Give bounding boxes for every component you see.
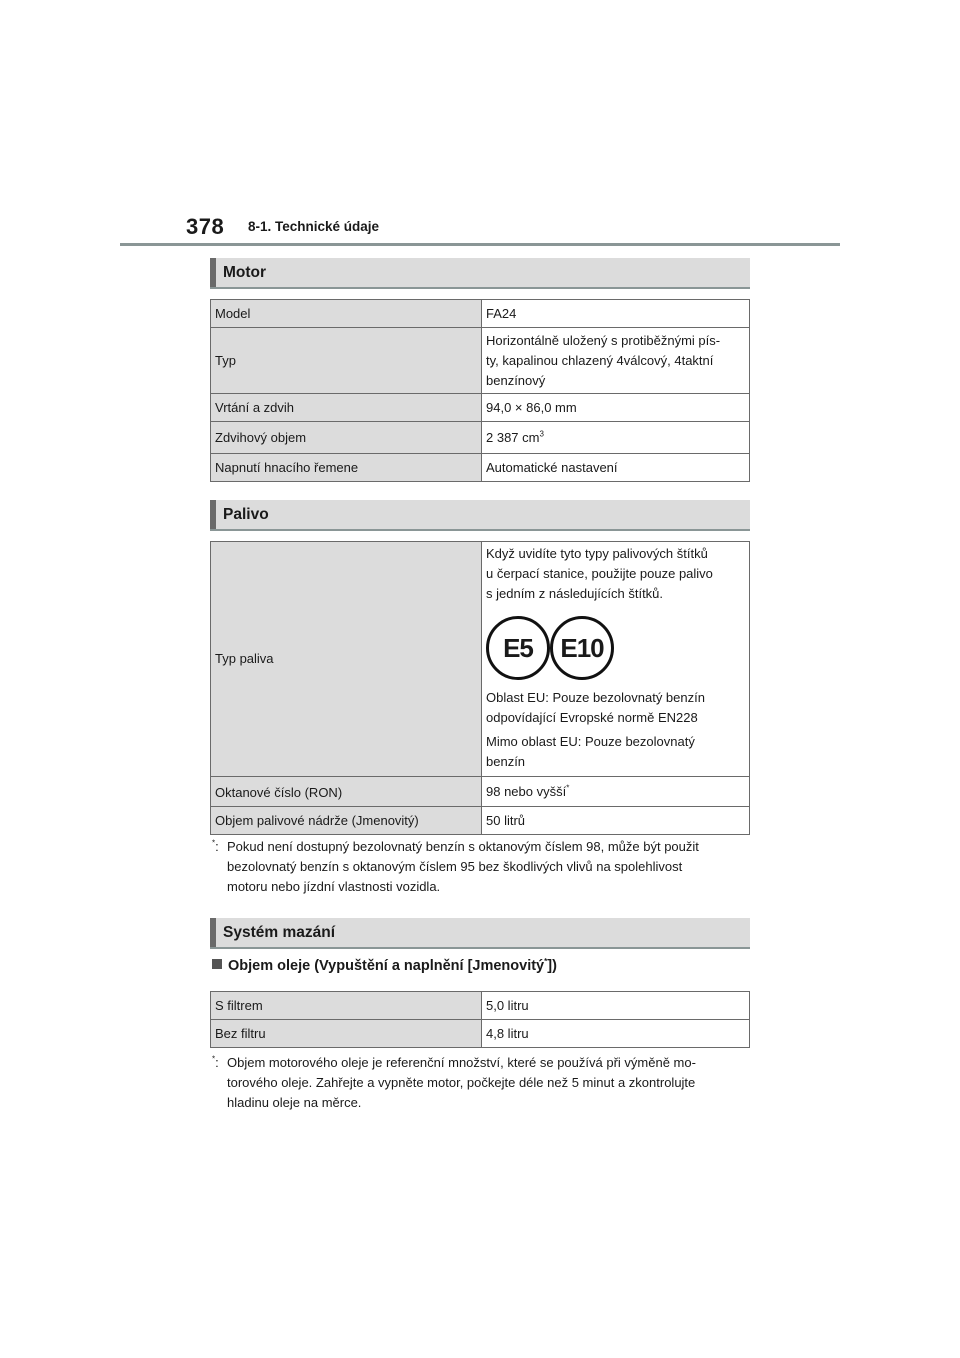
table-row <box>211 300 750 328</box>
row-label: Napnutí hnacího řemene <box>211 454 482 482</box>
row-label: Zdvihový objem <box>211 422 482 454</box>
footnote-line: Objem motorového oleje je referenční množství, které se používá při výměně mo- <box>227 1055 696 1070</box>
section-accent <box>210 258 216 287</box>
footnote-text <box>227 837 747 897</box>
footnote-line: motoru nebo jízdní vlastnosti vozidla. <box>227 879 441 894</box>
value-line: benzínový <box>486 372 546 388</box>
row-label: Typ paliva <box>211 542 482 777</box>
superscript: * <box>566 783 570 793</box>
oil-table <box>210 991 750 1048</box>
fuel-label-icons <box>486 616 745 680</box>
value-line: Když uvidíte tyto typy palivových štítků <box>486 546 708 561</box>
footnote-line: bezolovnatý benzín s oktanovým číslem 95 bez škodlivých vlivů na spolehlivost <box>227 859 683 874</box>
square-bullet-icon <box>212 959 222 969</box>
footnote-text <box>227 1053 747 1113</box>
section-title: Palivo <box>223 506 269 523</box>
section-title: Motor <box>223 264 267 281</box>
row-label: S filtrem <box>211 992 482 1020</box>
value-line: ty, kapalinou chlazený 4válcový, 4taktní <box>486 352 714 368</box>
section-accent <box>210 500 216 529</box>
value-line: Oblast EU: Pouze bezolovnatý benzín <box>486 690 705 705</box>
table-row <box>211 807 750 835</box>
table-row <box>211 422 750 454</box>
footnote-mark: *: <box>212 1054 219 1070</box>
row-value <box>482 777 750 807</box>
value-line: u čerpací stanice, použijte pouze palivo <box>486 566 713 581</box>
value-line: Mimo oblast EU: Pouze bezolovnatý <box>486 734 695 749</box>
value-text: 98 nebo vyšší <box>486 783 567 799</box>
fuel-table <box>210 541 750 835</box>
row-value <box>482 328 750 394</box>
non-eu-note <box>486 732 745 772</box>
value-line: odpovídající Evropské normě EN228 <box>486 710 698 725</box>
fuel-intro <box>486 544 745 604</box>
table-row <box>211 454 750 482</box>
footnote-line: torového oleje. Zahřejte a vypněte motor, počkejte déle než 5 minut a zkontrolujte <box>227 1075 696 1090</box>
section-heading-mazani <box>210 918 750 949</box>
oil-capacity-heading <box>212 958 557 974</box>
value-text: 2 387 cm <box>486 429 540 445</box>
value-line: Horizontálně uložený s protiběžnými pís- <box>486 332 721 348</box>
row-value <box>482 422 750 454</box>
table-row <box>211 328 750 394</box>
oil-footnote <box>212 1053 752 1115</box>
motor-table <box>210 299 750 482</box>
footnote-line: Pokud není dostupný bezolovnatý benzín s oktanovým číslem 98, může být použit <box>227 839 699 854</box>
table-row <box>211 394 750 422</box>
row-label: Model <box>211 300 482 328</box>
sub-heading-text: Objem oleje (Vypuštění a naplnění [Jmenovitý <box>228 958 545 974</box>
sub-heading-end: ]) <box>547 958 557 974</box>
table-row <box>211 777 750 807</box>
page-number: 378 <box>186 214 225 239</box>
row-label: Bez filtru <box>211 1020 482 1048</box>
row-label: Typ <box>211 328 482 394</box>
row-value: 94,0 × 86,0 mm <box>482 394 750 422</box>
value-line: s jedním z následujících štítků. <box>486 586 664 601</box>
footnote-line: hladinu oleje na měrce. <box>227 1095 362 1110</box>
eu-note <box>486 688 745 728</box>
section-heading-palivo <box>210 500 750 531</box>
section-heading-motor <box>210 258 750 289</box>
row-label: Vrtání a zdvih <box>211 394 482 422</box>
header-rule <box>120 243 840 246</box>
section-accent <box>210 918 216 947</box>
row-value: FA24 <box>482 300 750 328</box>
table-row <box>211 542 750 777</box>
footnote-mark: *: <box>212 838 219 854</box>
row-label: Objem palivové nádrže (Jmenovitý) <box>211 807 482 835</box>
value-line: benzín <box>486 754 526 769</box>
row-value: 4,8 litru <box>482 1020 750 1048</box>
row-value <box>482 542 750 777</box>
section-title: Systém mazání <box>223 924 335 941</box>
fuel-footnote <box>212 837 752 899</box>
row-value: Automatické nastavení <box>482 454 750 482</box>
chapter-title: 8-1. Technické údaje <box>248 219 380 234</box>
table-row <box>211 992 750 1020</box>
superscript: * <box>544 957 548 967</box>
row-value: 50 litrů <box>482 807 750 835</box>
fuel-label-e5-icon: E5 <box>486 616 550 680</box>
row-value: 5,0 litru <box>482 992 750 1020</box>
fuel-label-e10-icon: E10 <box>550 616 614 680</box>
superscript: 3 <box>539 429 544 439</box>
row-label: Oktanové číslo (RON) <box>211 777 482 807</box>
table-row <box>211 1020 750 1048</box>
